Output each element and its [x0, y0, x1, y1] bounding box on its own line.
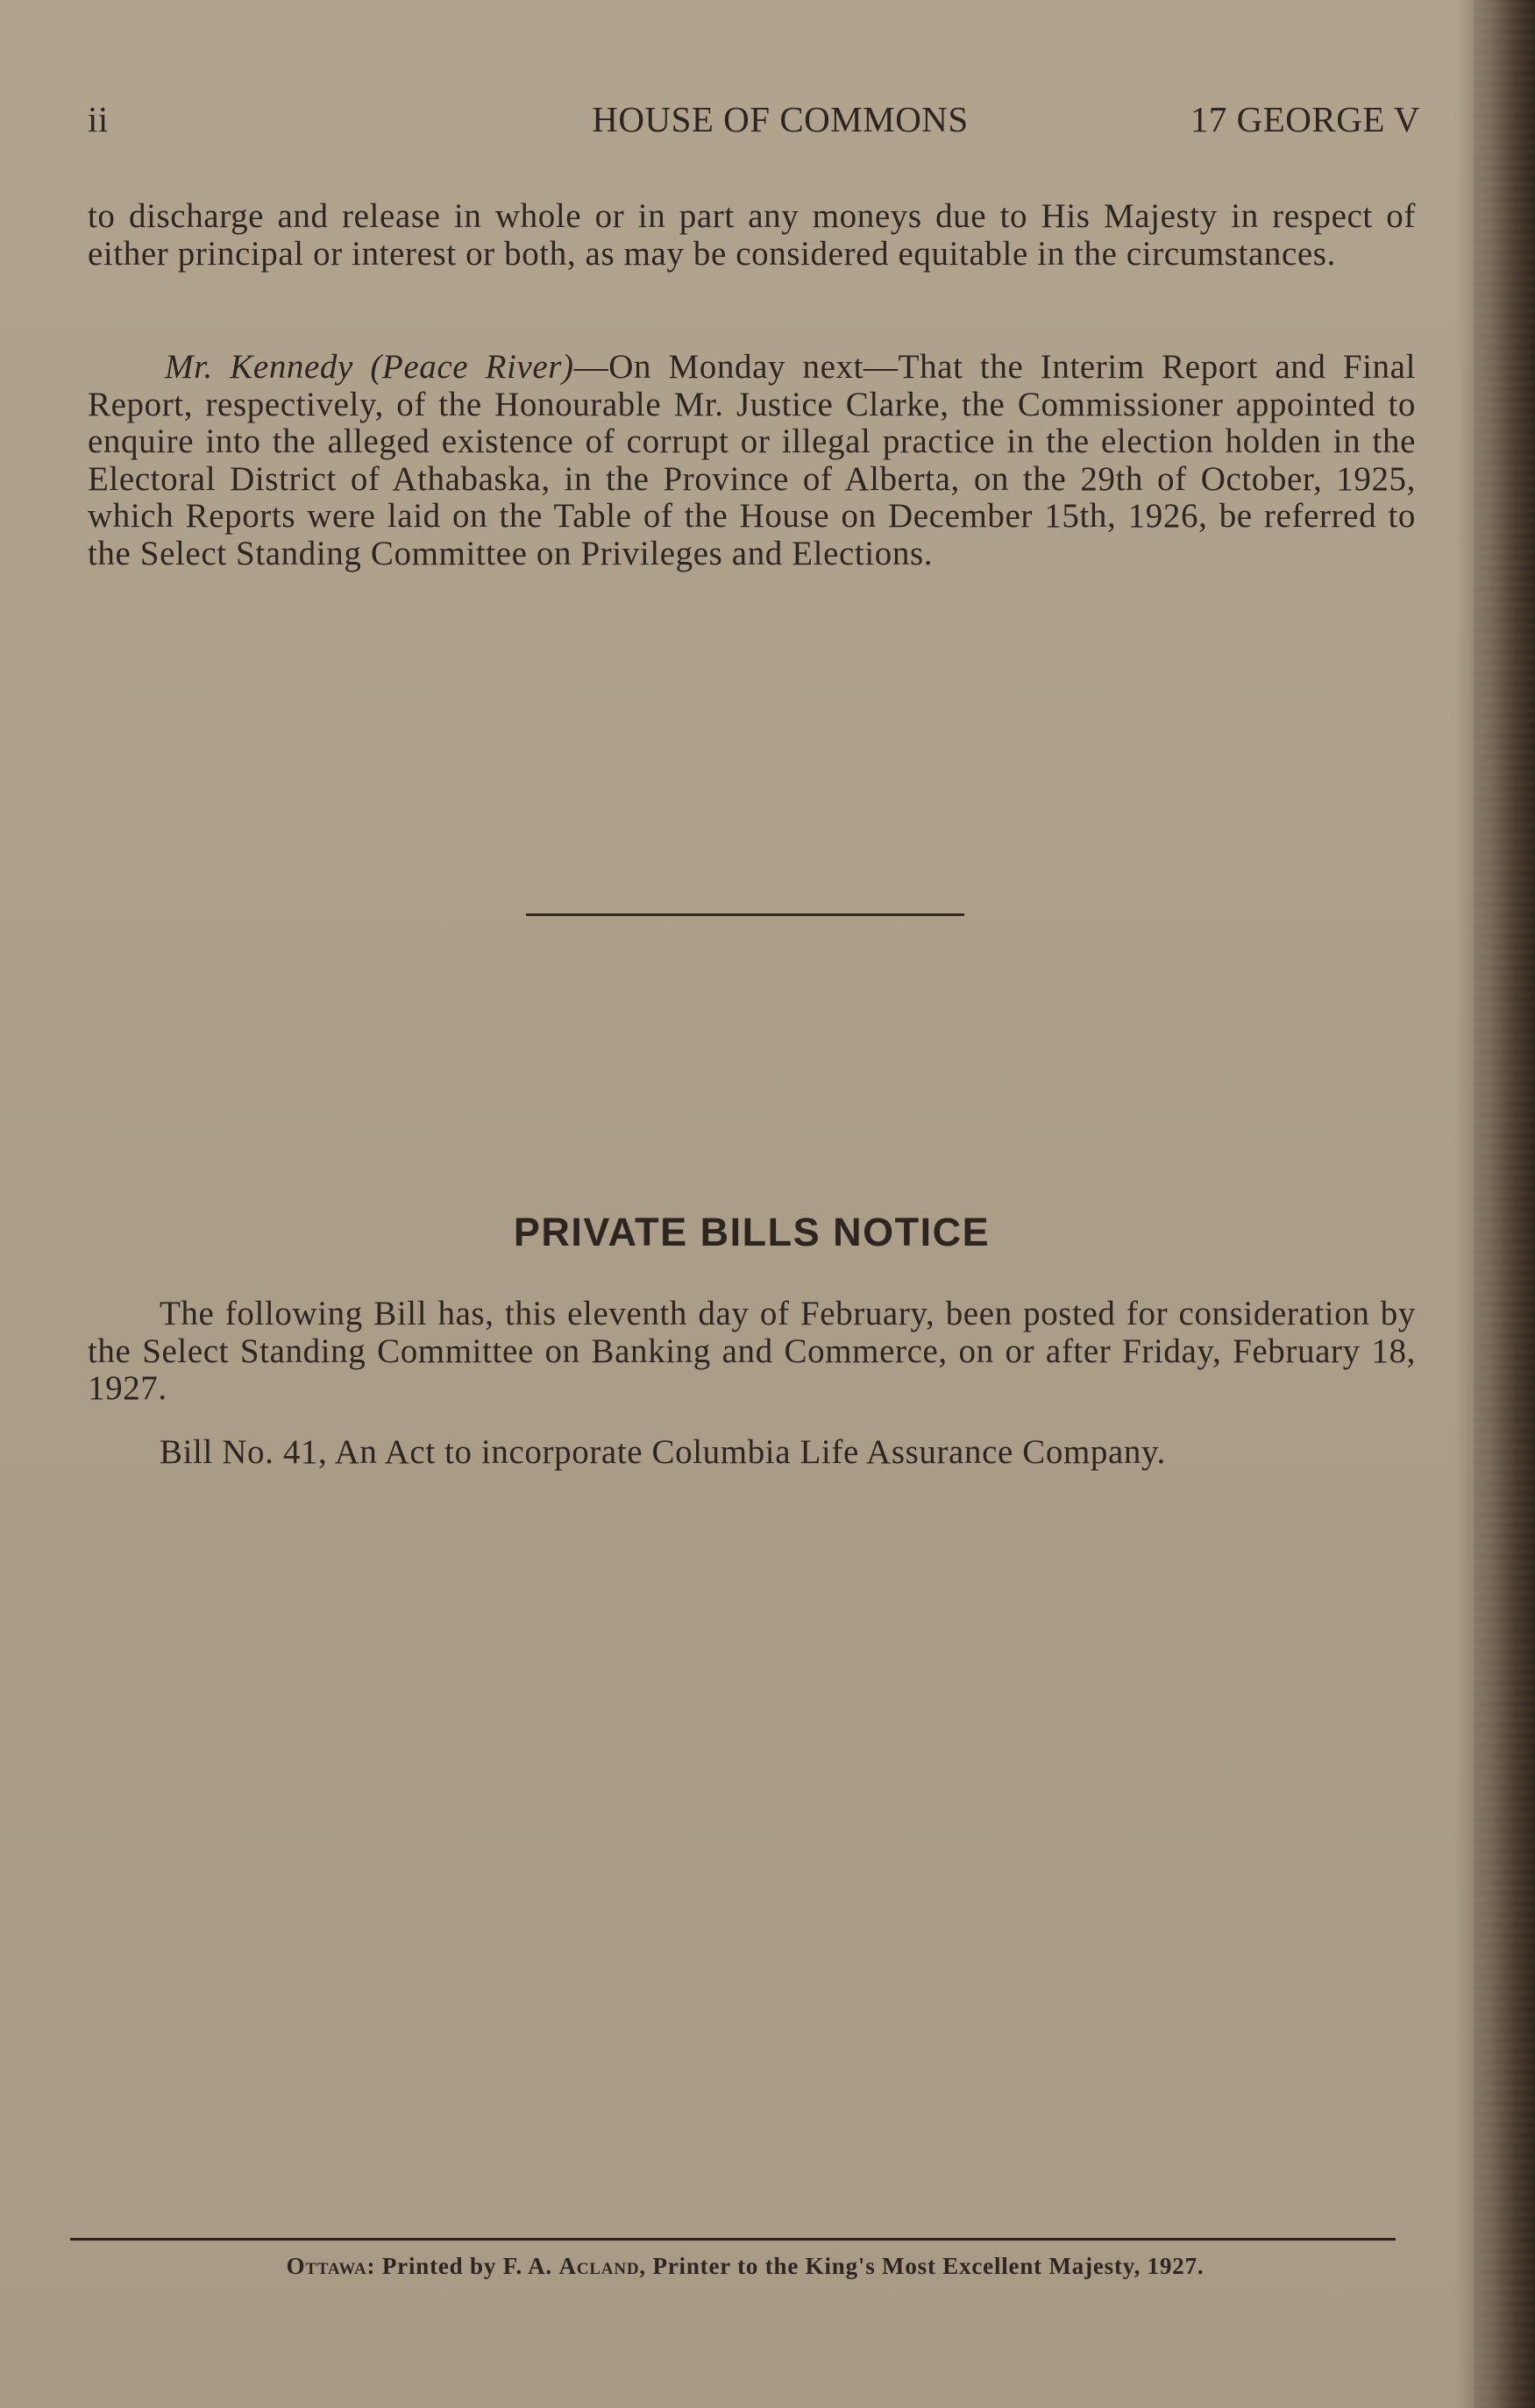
bill-entry	[88, 1434, 1416, 1472]
page-number: ii	[88, 99, 109, 139]
notice-text: The following Bill has, this eleventh day of February, been posted for consideration by the Select Standing Committee on Banking and Commerce, on or after Friday, February 18, 1927.	[88, 1295, 1416, 1407]
footer-rule	[70, 2238, 1396, 2241]
notice-of-motion	[88, 349, 1416, 572]
imprint-printed-by: : Printed by F. A.	[366, 2253, 559, 2279]
running-head-title: HOUSE OF COMMONS	[592, 99, 969, 139]
regnal-year: 17 GEORGE V	[1190, 99, 1420, 139]
binding-edge	[1474, 0, 1535, 2408]
imprint-city: Ottawa	[286, 2253, 367, 2279]
continued-paragraph-text: to discharge and release in whole or in part any moneys due to His Majesty in respect of either principal or interest or both, as may be considered equitable in the circumstances.	[88, 197, 1416, 273]
continued-paragraph	[88, 198, 1416, 273]
bill-text: Bill No. 41, An Act to incorporate Columbia Life Assurance Company.	[160, 1433, 1166, 1471]
printer-imprint	[70, 2253, 1420, 2280]
imprint-rest: , Printer to the King's Most Excellent Majesty, 1927.	[639, 2253, 1205, 2279]
motion-text: —On Monday next—That the Interim Report and Final Report, respectively, of the Honourable Mr. Justice Clarke, the Commissioner appointed to enquire into the alleged existence of corrupt or illegal practice in the election holden in the Electoral District of Athabaska, in the Province of Alberta, on the 29th of October, 1925, which Reports were laid on the Table of the House on December 15th, 1926, be referred to the Select Standing Committee on Privileges and Elections.	[88, 348, 1417, 572]
private-bills-notice	[88, 1296, 1416, 1408]
imprint-printer: Acland	[558, 2253, 640, 2279]
motion-mover: Mr. Kennedy (Peace River)	[165, 348, 574, 386]
motion-paragraph	[88, 349, 1416, 572]
section-heading: PRIVATE BILLS NOTICE	[513, 1210, 991, 1254]
running-head	[88, 98, 1420, 144]
section-divider	[526, 913, 964, 916]
